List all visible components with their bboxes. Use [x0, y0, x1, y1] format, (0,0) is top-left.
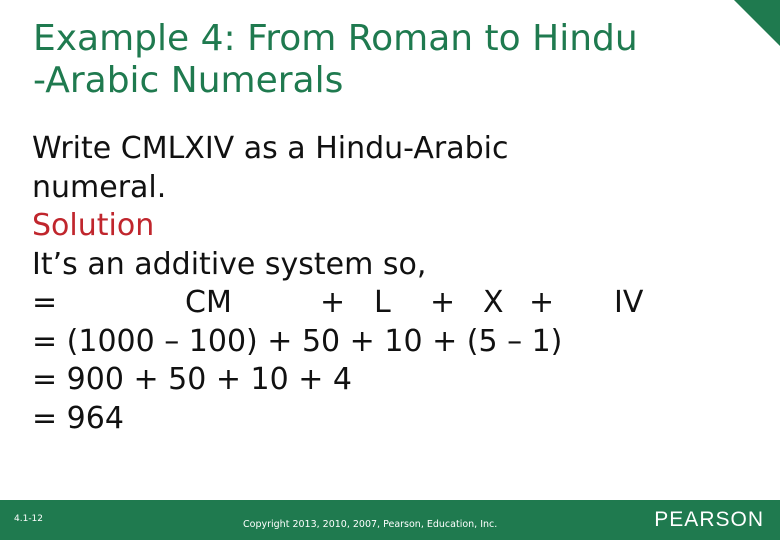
- body-line-1: Write CMLXIV as a Hindu-Arabic: [32, 131, 509, 166]
- slide-number: 4.1-12: [14, 514, 44, 524]
- eq1-cm: CM: [185, 285, 232, 320]
- body-line-2: numeral.: [32, 169, 167, 205]
- title-line-2: -Arabic Numerals: [33, 60, 344, 101]
- solution-label: Solution: [32, 208, 155, 243]
- eq1-iv: IV: [614, 285, 644, 320]
- equation-line-1: [32, 284, 644, 323]
- body-line-4: It’s an additive system so,: [32, 246, 427, 282]
- corner-triangle: [734, 0, 780, 46]
- eq1-plus-1: +: [320, 285, 346, 320]
- footer-bar: [0, 500, 780, 540]
- pearson-logo: PEARSON: [654, 508, 764, 531]
- equation-line-3: = 900 + 50 + 10 + 4: [32, 362, 352, 397]
- slide-title: [33, 18, 638, 102]
- eq1-x: X: [483, 285, 504, 320]
- eq1-equals: =: [32, 285, 58, 320]
- copyright-text: Copyright 2013, 2010, 2007, Pearson, Education, Inc.: [243, 519, 498, 530]
- equation-line-4: = 964: [32, 400, 124, 436]
- slide-body: [32, 130, 644, 438]
- eq1-l: L: [374, 285, 391, 320]
- equation-line-2: = (1000 – 100) + 50 + 10 + (5 – 1): [32, 323, 563, 359]
- eq1-plus-2: +: [430, 285, 456, 320]
- eq1-plus-3: +: [529, 285, 555, 320]
- title-line-1: Example 4: From Roman to Hindu: [33, 18, 638, 59]
